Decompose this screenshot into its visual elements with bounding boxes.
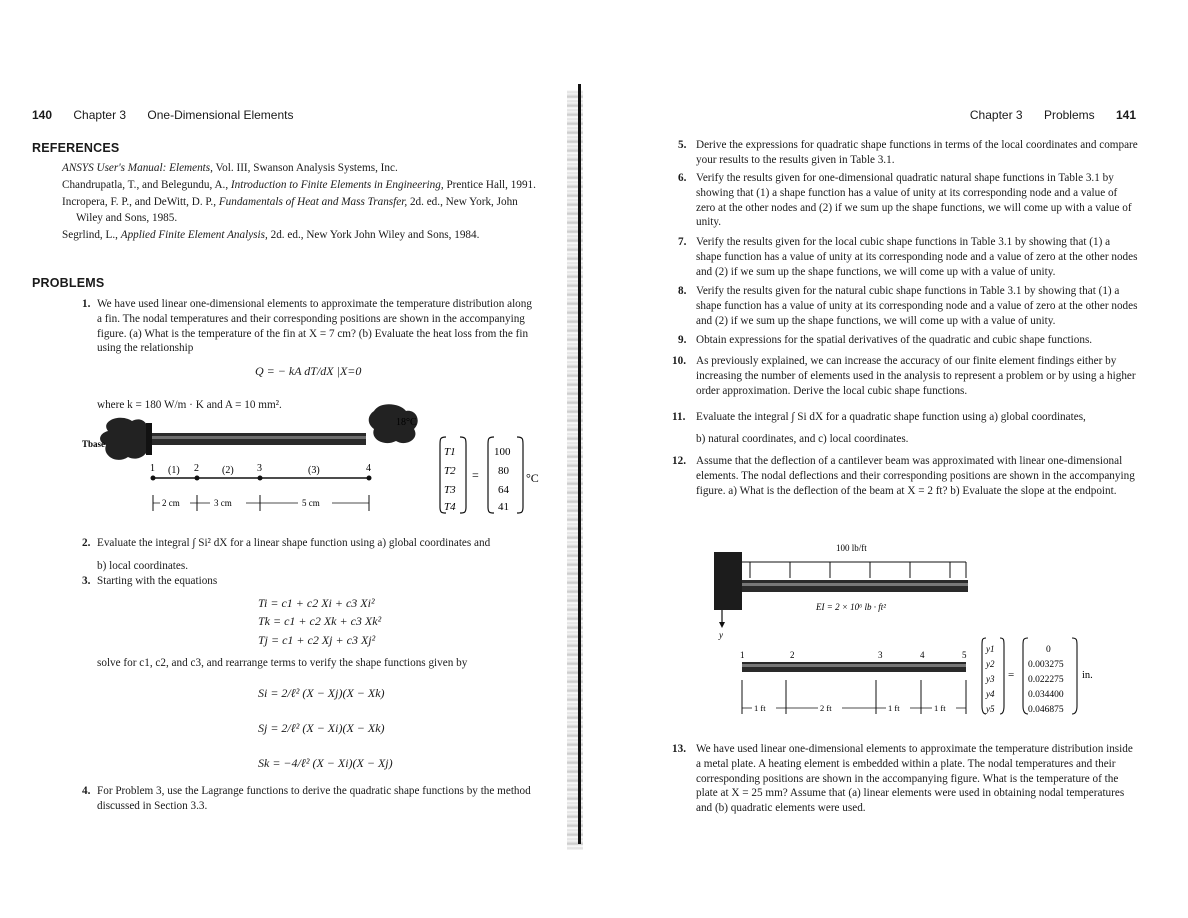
unit-label: in. [1082,670,1093,681]
node-dot [258,476,263,481]
node-label: 2 [790,650,795,660]
references-heading: REFERENCES [32,141,120,155]
reference-item: ANSYS User's Manual: Elements, Vol. III, Swanson Analysis Systems, Inc. [62,162,398,174]
right-page-number: 141 [1115,108,1136,122]
value-entry: 100 [494,446,511,458]
problem-text-b: b) natural coordinates, and c) local coordinates. [696,433,909,445]
value-entry: 41 [498,501,509,513]
problem-text: Assume that the deflection of a cantilever beam was approximated with linear one-dimensional elements. The nodal deflections and their corresponding positions are shown in the accompanying figure. a) What is the deflection of the beam at X = 2 ft? b) Evaluate the slope at the endpoint. [696,455,1135,497]
beam-bar-highlight [742,583,968,586]
fin-wall [146,423,152,455]
unit-label: °C [526,471,539,485]
problem-8 [678,284,1138,328]
problem-number: 9. [678,334,687,346]
right-section: Problems [1043,108,1095,122]
problem-text: As previously explained, we can increase the accuracy of our finite element findings either by increasing the number of elements used in the analysis to represent a problem or by using a higher order approximation. Derive the local cubic shape functions. [696,355,1136,397]
problem-number: 8. [678,285,687,297]
problem-11-continued [696,432,1136,447]
value-entry: 0.003275 [1028,660,1064,670]
problem-text-b: b) local coordinates. [97,560,189,572]
element-label: (1) [168,465,180,476]
left-chapter-title: One-Dimensional Elements [147,108,294,122]
t-base-label: Tbase [82,439,106,449]
dim-label: 1 ft [934,703,946,713]
problem-text: We have used linear one-dimensional elements to approximate the temperature distribution inside a metal plate. A heating element is embedded within a plate. The nodal temperatures and their corresponding positions are shown in the accompanying figure. What is the temperature of the plate at X = 25 mm? Assume that (a) linear elements were used in obtaining nodal temperatures and (b) quadratic elements were used. [696,743,1133,815]
fin-diagram [80,403,550,521]
value-entry: 0.034400 [1028,690,1064,700]
left-page [0,0,580,918]
beam-wall [714,552,742,610]
problem-number: 3. [82,575,91,587]
problem-3 [82,574,542,589]
vector-entry: T4 [444,501,456,513]
dim-label: 1 ft [754,703,766,713]
node-dot [151,476,156,481]
reference-item: Chandrupatla, T., and Belegundu, A., Introduction to Finite Elements in Engineering, Prentice Hall, 1991. [62,179,536,192]
problem-text: Derive the expressions for quadratic shape functions in terms of the local coordinates and compare your results to the results given in Table 3.1. [696,139,1138,166]
problem-number: 7. [678,236,687,248]
value-entry: 0.046875 [1028,705,1064,715]
problem-2-continued [97,559,537,574]
cantilever-diagram [710,538,1160,728]
left-page-number: 140 [32,108,53,122]
vector-entry: y4 [986,689,995,699]
node-label: 1 [740,650,745,660]
element-label: (2) [222,465,234,476]
reference-item: Incropera, F. P., and DeWitt, D. P., Fundamentals of Heat and Mass Transfer, 2d. ed., New York, John Wiley and Sons, 1985. [62,196,518,224]
svg-text:=: = [1008,669,1015,681]
problems-heading: PROBLEMS [32,276,105,290]
problem-number: 4. [82,785,91,797]
problem-4 [82,784,542,814]
where-clause: where k = 180 W/m · K and A = 10 mm². [97,399,282,411]
problem-text: We have used linear one-dimensional elements to approximate the temperature distribution along a fin. The nodal temperatures and their corresponding positions are shown in the accompanying figure. (a) What is the temperature of the fin at X = 7 cm? (b) Evaluate the heat loss from the fin using the relationship [97,298,532,355]
problem-text: Verify the results given for the local cubic shape functions in Table 3.1 by showing that (1) a shape function has a value of unity at its corresponding node and a value of zero at the other nodes and (2) if we sum up the shape functions, we will come up with a value of unity. [696,236,1138,278]
node-label: 2 [194,463,199,474]
problem-text: Verify the results given for the natural cubic shape functions in Table 3.1 by showing that (1) a shape function has a value of unity at its corresponding node and a value of zero at the other nodes and (2) if we sum up the shape functions, we will come up with a value of unity. [696,285,1138,327]
node-label: 5 [962,650,967,660]
heat-loss-equation: Q = − kA dT/dX |X=0 [255,364,362,378]
vector-entry: T1 [444,446,456,458]
references-list [62,161,542,245]
node-label: 3 [878,650,883,660]
problem-6 [678,171,1138,230]
node-label: 4 [366,463,371,474]
ambient-temp-label: 18°C [396,417,417,428]
fin-base-blob [100,418,148,460]
value-entry: 0.022275 [1028,675,1064,685]
problem-5 [678,138,1138,168]
problem-11 [672,410,1138,425]
left-running-head [32,108,311,122]
reference-item: Segrlind, L., Applied Finite Element Analysis, 2d. ed., New York John Wiley and Sons, 1984. [62,228,480,241]
problem-7 [678,235,1138,279]
solve-text: solve for c1, c2, and c3, and rearrange terms to verify the shape functions given by [97,657,468,669]
element-bar-highlight [742,664,966,667]
problem-number: 5. [678,139,687,151]
problem-text: Obtain expressions for the spatial derivatives of the quadratic and cubic shape functions. [696,334,1093,346]
problem-1 [82,297,538,356]
node-label: 4 [920,650,925,660]
left-chapter: Chapter 3 [73,108,127,122]
problem-number: 6. [678,172,687,184]
problem-text: Starting with the equations [97,575,218,587]
problem-text-a: Evaluate the integral ∫ Si dX for a quadratic shape function using a) global coordinates, [696,411,1086,423]
dim-label: 2 ft [820,703,832,713]
shape-function-equation: Sk = −4/ℓ² (X − Xi)(X − Xj) [258,756,393,770]
value-entry: 80 [498,465,509,477]
problem-9 [678,333,1138,348]
problem-2 [82,536,542,551]
ei-label: EI = 2 × 10⁶ lb · ft² [816,602,886,612]
vector-entry: y5 [986,704,995,714]
problem-number: 12. [672,455,686,467]
problem-number: 11. [672,411,686,423]
right-chapter: Chapter 3 [969,108,1023,122]
vector-entry: T3 [444,484,456,496]
vector-entry: T2 [444,465,456,477]
vector-entry: y3 [986,674,995,684]
fin-bar-highlight [152,436,366,439]
shape-function-equation: Si = 2/ℓ² (X − Xj)(X − Xk) [258,686,385,700]
node-label: 3 [257,463,262,474]
load-arrows [750,562,966,578]
problem-3-solve [97,656,537,671]
vector-entry: y1 [986,644,995,654]
problem-text: Verify the results given for one-dimensional quadratic natural shape functions in Table 3.1 by showing that (1) a shape function has a value of unity at its corresponding node and a value of zero at the other nodes and (2) if we sum up the shape functions, we will come up with a value of unity. [696,172,1132,229]
svg-text:=: = [472,468,479,482]
value-entry: 0 [1046,645,1051,655]
problem-12 [672,454,1138,498]
value-entry: 64 [498,484,509,496]
shape-function-equation: Sj = 2/ℓ² (X − Xi)(X − Xk) [258,721,385,735]
node-dot [195,476,200,481]
problem-number: 1. [82,298,91,310]
dim-label: 5 cm [302,498,320,508]
vector-entry: y2 [986,659,995,669]
coef-equation: Tk = c1 + c2 Xk + c3 Xk² [258,614,382,628]
node-dot [367,476,372,481]
problem-10 [672,354,1138,398]
problem-13 [672,742,1138,816]
load-label: 100 lb/ft [836,543,867,553]
right-page [590,0,1188,918]
element-label: (3) [308,465,320,476]
coef-equation: Ti = c1 + c2 Xi + c3 Xi² [258,596,375,610]
y-axis-label: y [719,630,723,640]
problem-number: 2. [82,537,91,549]
problem-text: For Problem 3, use the Lagrange functions to derive the quadratic shape functions by the method discussed in Section 3.3. [97,785,531,812]
node-label: 1 [150,463,155,474]
dim-label: 1 ft [888,703,900,713]
dim-label: 3 cm [214,498,232,508]
problem-number: 13. [672,743,686,755]
problem-number: 10. [672,355,686,367]
right-running-head [952,108,1136,122]
coef-equation: Tj = c1 + c2 Xj + c3 Xj² [258,633,376,647]
problem-text-a: Evaluate the integral ∫ Si² dX for a linear shape function using a) global coordinates and [97,537,491,549]
dim-label: 2 cm [162,498,180,508]
